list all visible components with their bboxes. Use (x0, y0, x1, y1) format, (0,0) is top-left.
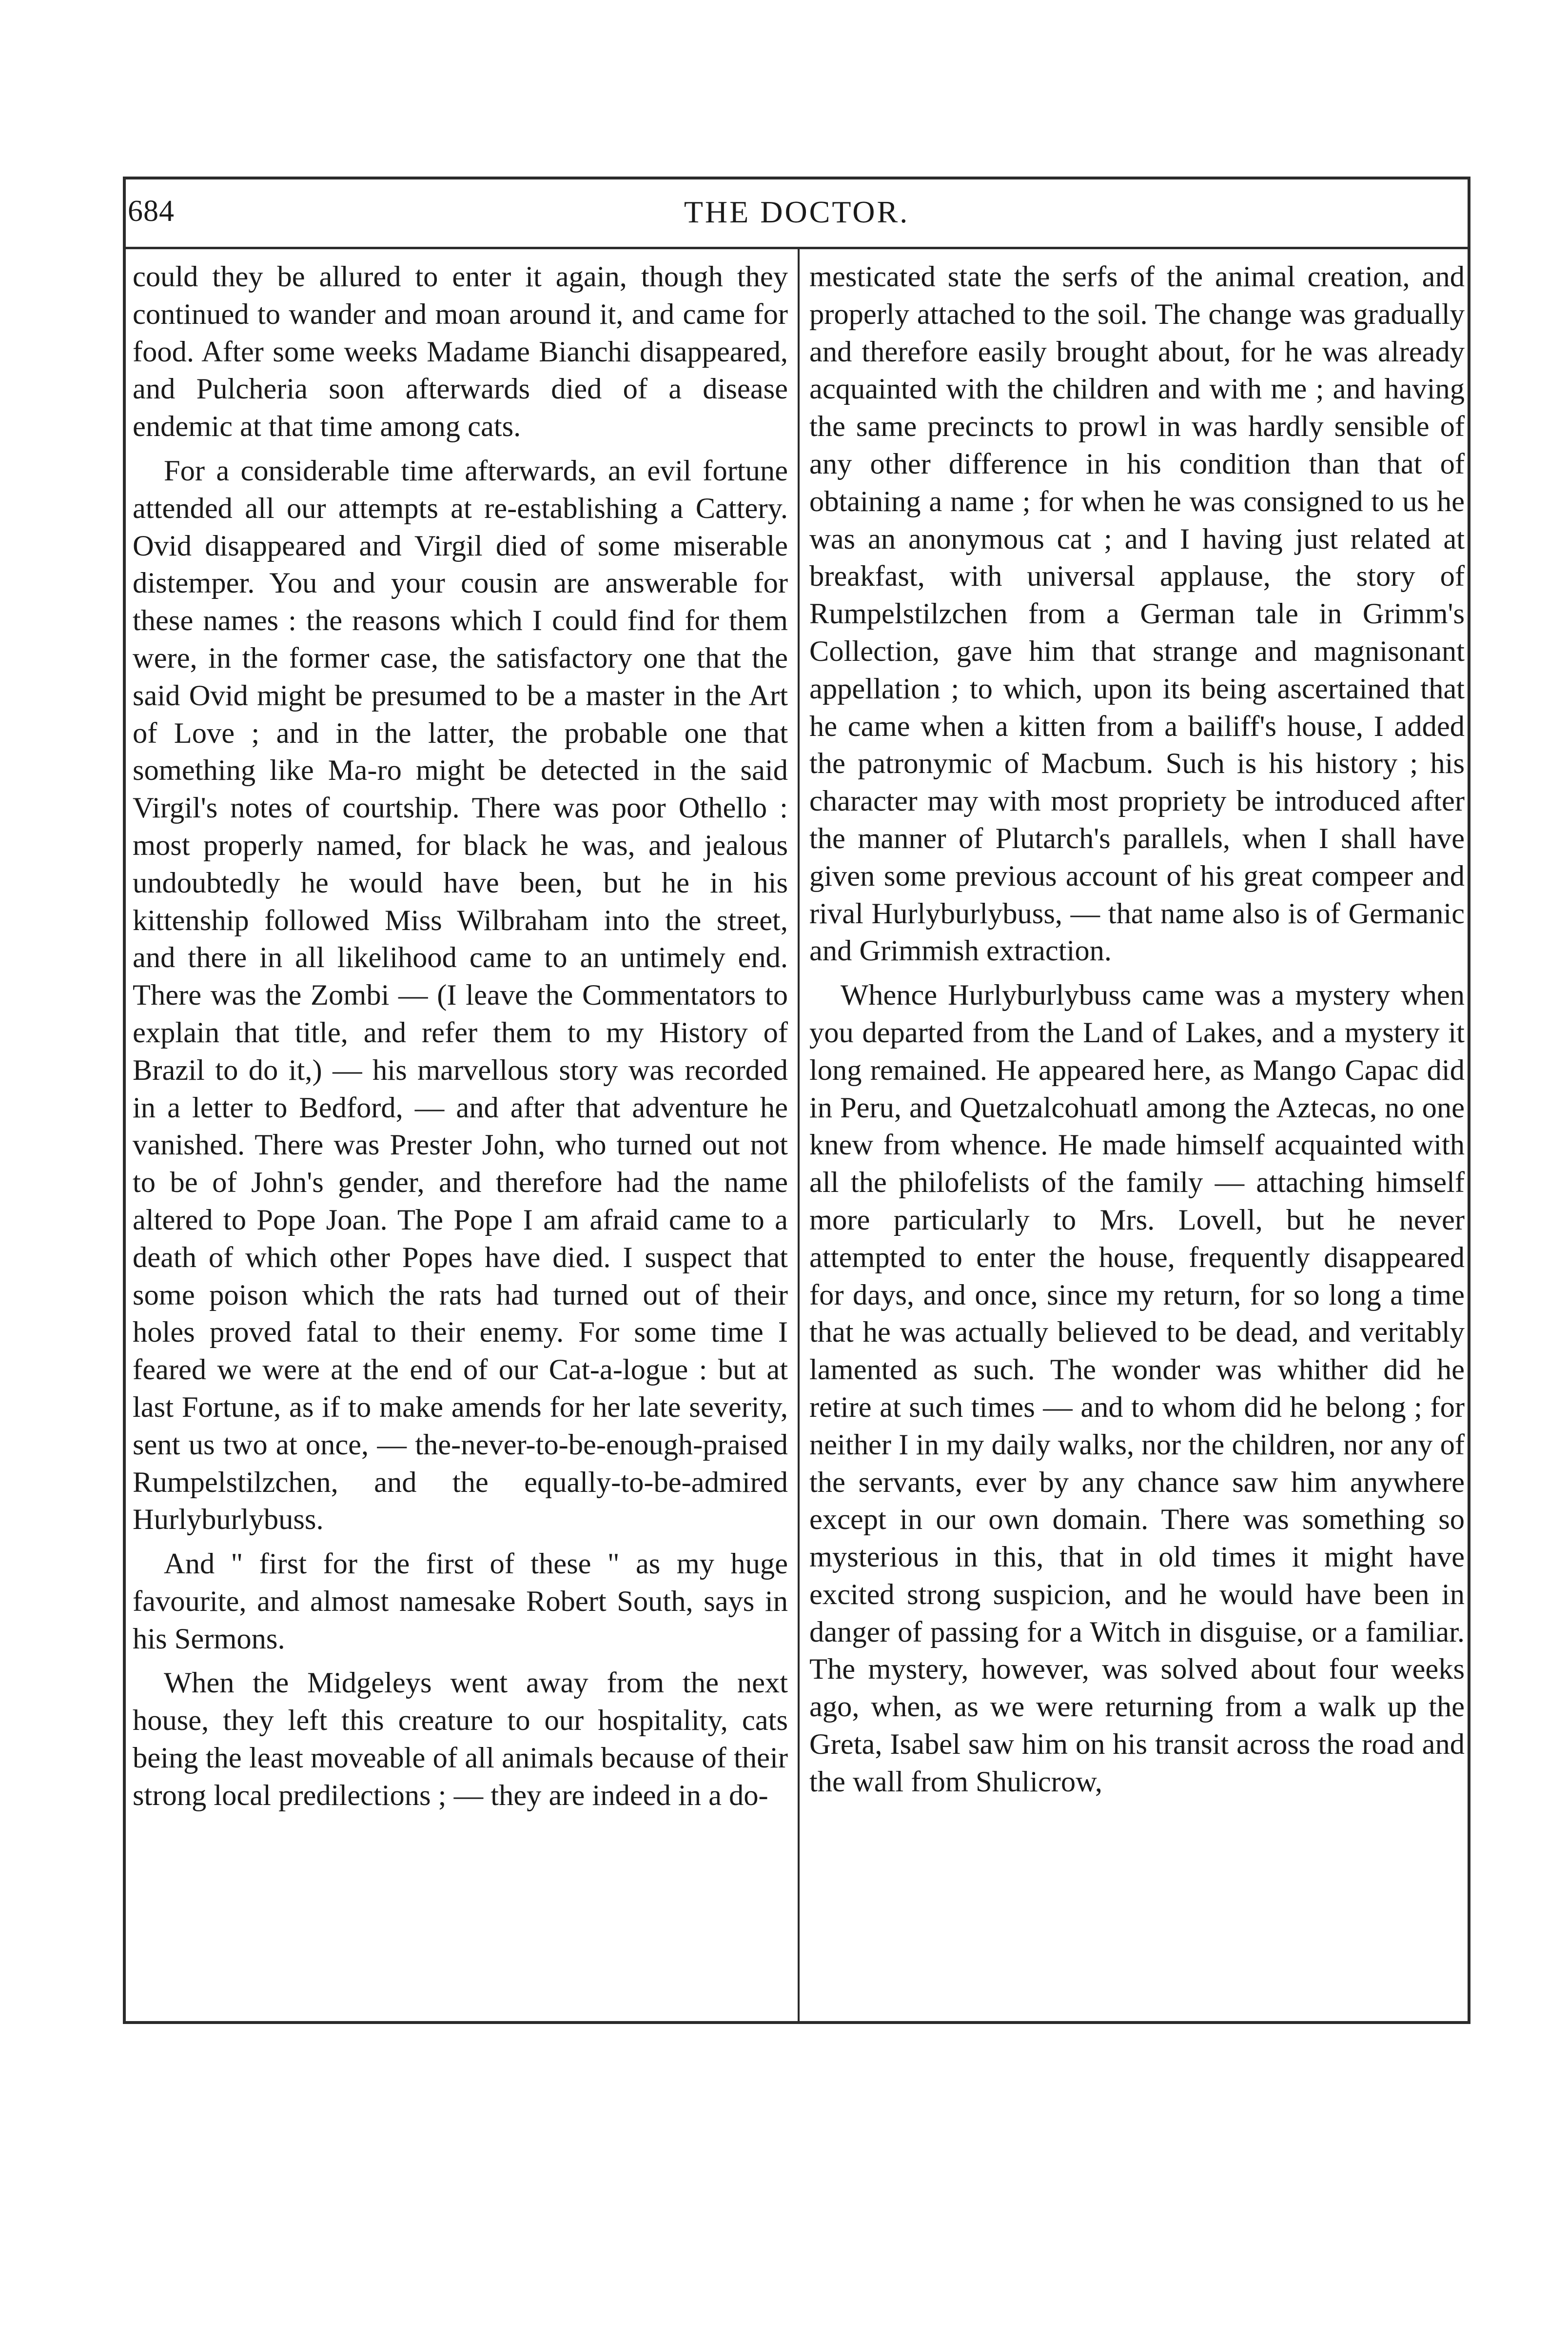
column-divider (798, 247, 800, 2024)
top-rule (123, 177, 1470, 179)
left-paragraph-3: And " first for the first of these " as my huge favourite, and almost namesake Robert South, says in his Sermons. (133, 1547, 788, 1655)
left-paragraph-4: When the Midgeleys went away from the next house, they left this creature to our hospitality, cats being the least moveable of all animals because of their strong local predilections ; — they are indeed in a do- (133, 1666, 788, 1812)
right-column (809, 258, 1465, 1801)
header-rule (123, 247, 1470, 249)
left-column (133, 258, 788, 1815)
page-number: 684 (128, 195, 175, 228)
left-paragraph-1: could they be allured to enter it again, though they continued to wander and moan around it, and came for food. After some weeks Madame Bianchi disappeared, and Pulcheria soon afterwards died of a disease endemic at that time among cats. (133, 260, 788, 443)
running-title: THE DOCTOR. (684, 195, 910, 229)
right-paragraph-2: Whence Hurlyburlybuss came was a mystery when you departed from the Land of Lakes, and a mystery it long remained. He appeared here, as Mango Capac did in Peru, and Quetzalcohuatl among the Aztecas, no one knew from whence. He made himself acquainted with all the philofelists of the family — attaching himself more particularly to Mrs. Lovell, but he never attempted to enter the house, frequently disappeared for days, and once, since my return, for so long a time that he was actually believed to be dead, and veritably lamented as such. The wonder was whither did he retire at such times — and to whom did he belong ; for neither I in my daily walks, nor the children, nor any of the servants, ever by any chance saw him anywhere except in our own domain. There was something so mysterious in this, that in old times it might have excited strong suspicion, and he would have been in danger of passing for a Witch in disguise, or a familiar. The mystery, however, was solved about four weeks ago, when, as we were returning from a walk up the Greta, Isabel saw him on his transit across the road and the wall from Shulicrow, (809, 979, 1465, 1798)
right-paragraph-1: mesticated state the serfs of the animal creation, and properly attached to the soil. The change was gradually and therefore easily brought about, for he was already acquainted with the children and with me ; and having the same precincts to prowl in was hardly sensible of any other difference in his condition than that of obtaining a name ; for when he was consigned to us he was an anonymous cat ; and I having just related at breakfast, with universal applause, the story of Rumpelstilzchen from a German tale in Grimm's Collection, gave him that strange and magnisonant appellation ; to which, upon its being ascertained that he came when a kitten from a bailiff's house, I added the patronymic of Macbum. Such is his history ; his character may with most propriety be introduced after the manner of Plutarch's parallels, when I shall have given some previous account of his great compeer and rival Hurlyburlybuss, — that name also is of Germanic and Grimmish extraction. (809, 260, 1465, 968)
left-paragraph-2: For a considerable time afterwards, an evil fortune attended all our attempts at re-establishing a Cattery. Ovid disappeared and Virgil died of some miserable distemper. You and your cousin are answerable for these names : the reasons which I could find for them were, in the former case, the satisfactory one that the said Ovid might be presumed to be a master in the Art of Love ; and in the latter, the probable one that something like Ma-ro might be detected in the said Virgil's notes of courtship. There was poor Othello : most properly named, for black he was, and jealous undoubtedly he would have been, but he in his kittenship followed Miss Wilbraham into the street, and there in all likelihood came to an untimely end. There was the Zombi — (I leave the Commentators to explain that title, and refer them to my History of Brazil to do it,) — his marvellous story was recorded in a letter to Bedford, — and after that adventure he vanished. There was Prester John, who turned out not to be of John's gender, and therefore had the name altered to Pope Joan. The Pope I am afraid came to a death of which other Popes have died. I suspect that some poison which the rats had turned out of their holes proved fatal to their enemy. For some time I feared we were at the end of our Cat-a-logue : but at last Fortune, as if to make amends for her late severity, sent us two at once, — the-never-to-be-enough-praised Rumpelstilzchen, and the equally-to-be-admired Hurlyburlybuss. (133, 454, 788, 1536)
